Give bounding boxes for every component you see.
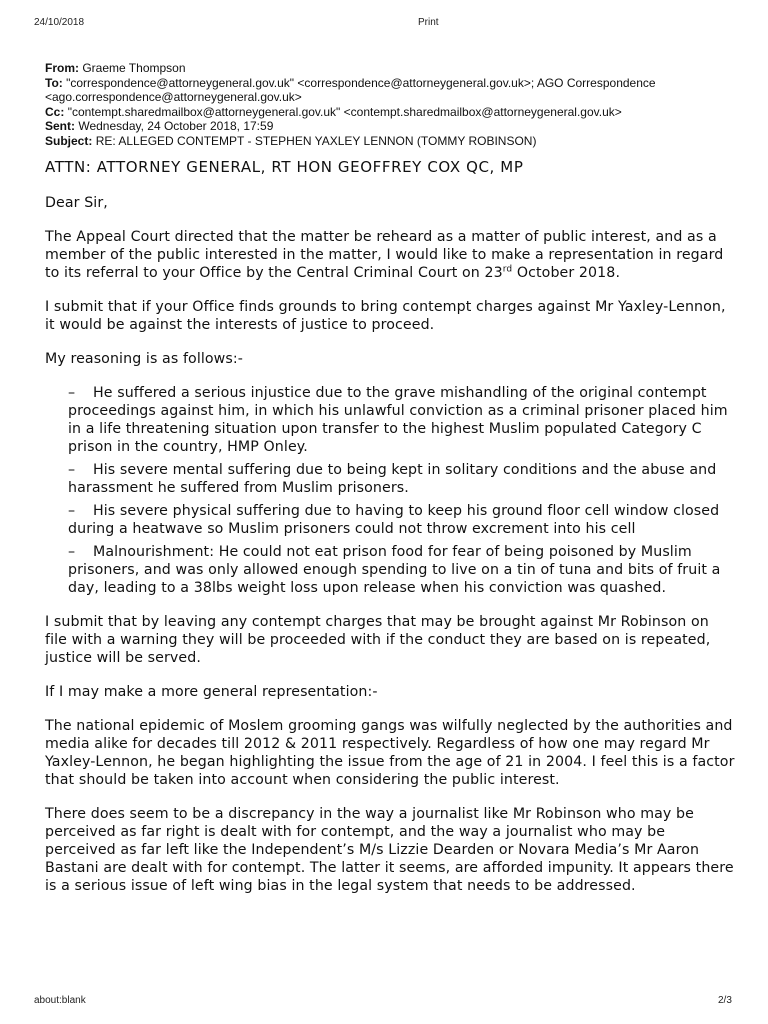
cc-line <box>45 105 745 120</box>
paragraph-2: I submit that if your Office finds grounds to bring contempt charges against Mr Yaxley-Lennon, it would be against the interests of justice to proceed. <box>45 299 726 333</box>
to-label: To: <box>45 75 63 90</box>
list-item <box>68 502 735 538</box>
sent-label: Sent: <box>45 119 75 133</box>
print-url: about:blank <box>34 995 86 1006</box>
ordinal-suffix: rd <box>502 264 513 275</box>
to-value: "correspondence@attorneygeneral.gov.uk" <correspondence@attorneygeneral.gov.uk>; AGO Correspondence <ago.correspondence@attorneygeneral.gov.uk> <box>45 75 656 104</box>
paragraph-1-text: The Appeal Court directed that the matter be reheard as a matter of public interest, and as a member of the public interested in the matter, I would like to make a representation in regard to its referral to your Office by the Central Criminal Court on 23 <box>45 229 724 281</box>
email-header <box>45 61 745 148</box>
sent-line <box>45 119 745 134</box>
subject-line <box>45 134 745 149</box>
list-item-text: Malnourishment: He could not eat prison food for fear of being poisoned by Muslim prisoners, and was only allowed enough spending to live on a tin of tuna and bits of fruit a day, leading to a 38lbs weight loss upon release when his conviction was quashed. <box>68 544 721 596</box>
paragraph-4: I submit that by leaving any contempt charges that may be brought against Mr Robinson on file with a warning they will be proceeded with if the conduct they are based on is repeated, justice will be served. <box>45 614 711 666</box>
email-body <box>45 158 735 911</box>
print-date: 24/10/2018 <box>34 17 85 28</box>
salutation: Dear Sir, <box>45 195 108 211</box>
list-item-text: His severe mental suffering due to being kept in solitary conditions and the abuse and harassment he suffered from Muslim prisoners. <box>68 462 717 496</box>
print-title: Print <box>418 17 439 28</box>
list-item <box>68 461 735 497</box>
page-number: 2/3 <box>718 995 732 1006</box>
subject-label: Subject: <box>45 133 93 148</box>
list-item-text: He suffered a serious injustice due to the grave mishandling of the original contempt proceedings against him, in which his unlawful conviction as a criminal prisoner placed him in a life threatening situation upon transfer to the highest Muslim populated Category C prison in the country, HMP Onley. <box>68 385 728 455</box>
paragraph-1 <box>45 228 735 282</box>
list-item <box>68 543 735 597</box>
paragraph-3: My reasoning is as follows:- <box>45 351 243 367</box>
paragraph-6: The national epidemic of Moslem grooming gangs was wilfully neglected by the authorities and media alike for decades till 2012 & 2011 respectively. Regardless of how one may regard Mr Yaxley-Lennon, he began highlighting the issue from the age of 21 in 2004. I feel this is a factor that should be taken into account when considering the public interest. <box>45 718 735 788</box>
from-line <box>45 61 745 76</box>
paragraph-7: There does seem to be a discrepancy in the way a journalist like Mr Robinson who may be perceived as far right is dealt with for contempt, and the way a journalist who may be perceived as far left like the Independent’s M/s Lizzie Dearden or Novara Media’s Mr Aaron Bastani are dealt with for contempt. The latter it seems, are afforded impunity. It appears there is a serious issue of left wing bias in the legal system that needs to be addressed. <box>45 806 734 894</box>
paragraph-5: If I may make a more general representation:- <box>45 684 378 700</box>
reasons-list <box>45 384 735 597</box>
bullet-dash: – <box>68 462 76 478</box>
to-line <box>45 76 745 105</box>
subject-value: RE: ALLEGED CONTEMPT - STEPHEN YAXLEY LENNON (TOMMY ROBINSON) <box>95 133 537 148</box>
cc-label: Cc: <box>45 104 65 119</box>
list-item <box>68 384 735 456</box>
cc-value: "contempt.sharedmailbox@attorneygeneral.gov.uk" <contempt.sharedmailbox@attorneygeneral.gov.uk> <box>67 104 622 119</box>
bullet-dash: – <box>68 503 76 519</box>
from-value: Graeme Thompson <box>82 61 186 75</box>
attn-line: ATTN: ATTORNEY GENERAL, RT HON GEOFFREY COX QC, MP <box>45 158 524 176</box>
bullet-dash: – <box>68 544 76 560</box>
sent-value: Wednesday, 24 October 2018, 17:59 <box>78 119 274 133</box>
list-item-text: His severe physical suffering due to having to keep his ground floor cell window closed during a heatwave so Muslim prisoners could not throw excrement into his cell <box>68 503 720 537</box>
from-label: From: <box>45 61 79 75</box>
paragraph-1-end: October 2018. <box>512 265 621 281</box>
bullet-dash: – <box>68 385 76 401</box>
